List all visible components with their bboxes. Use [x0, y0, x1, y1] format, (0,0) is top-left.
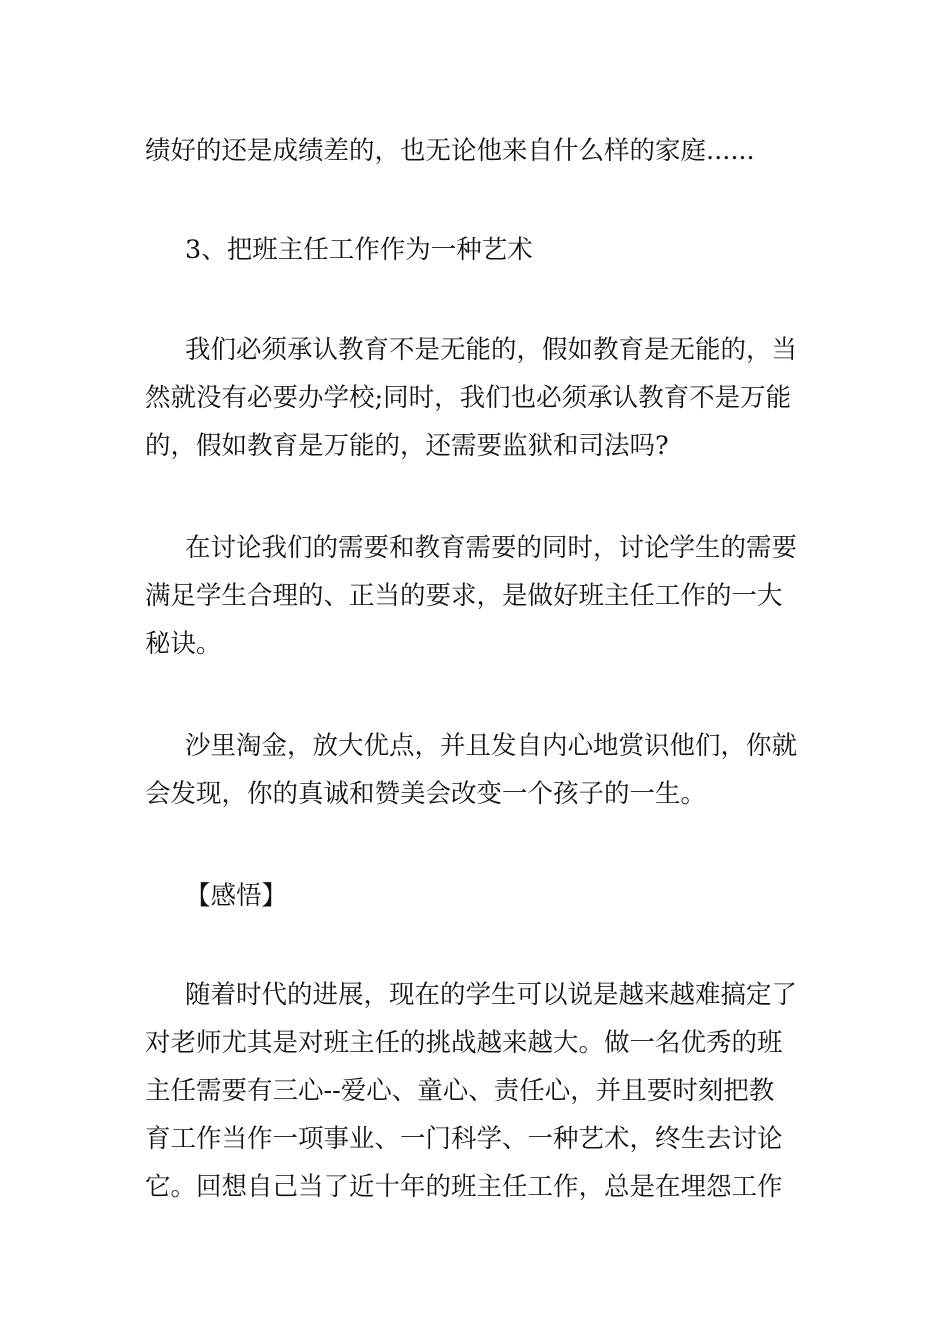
paragraph-student-needs: [145, 524, 810, 668]
text-line: 育工作当作一项事业、一门科学、一种艺术，终生去讨论: [145, 1124, 783, 1154]
text-line: 满足学生合理的、正当的要求，是做好班主任工作的一大: [145, 581, 783, 611]
text-line: 的，假如教育是万能的，还需要监狱和司法吗?: [145, 431, 669, 461]
text-line: 它。回想自己当了近十年的班主任工作，总是在埋怨工作: [145, 1172, 783, 1202]
text-line: 然就没有必要办学校;同时，我们也必须承认教育不是万能: [145, 383, 792, 413]
text-line: 对老师尤其是对班主任的挑战越来越大。做一名优秀的班: [145, 1028, 783, 1058]
paragraph-reflection: [145, 971, 810, 1211]
text-line: 【感悟】: [185, 881, 288, 911]
text-line: 我们必须承认教育不是无能的，假如教育是无能的，当: [185, 335, 798, 365]
text-line: 秘诀。: [145, 629, 222, 659]
text-line: 随着时代的进展，现在的学生可以说是越来越难搞定了: [185, 980, 798, 1010]
text-line: 主任需要有三心--爱心、童心、责任心，并且要时刻把教: [145, 1076, 775, 1106]
text-line: 会发现，你的真诚和赞美会改变一个孩子的一生。: [145, 779, 707, 809]
paragraph-continuation: [145, 127, 810, 175]
text-line: 3、把班主任工作作为一种艺术: [185, 235, 533, 265]
text-line: 在讨论我们的需要和教育需要的同时，讨论学生的需要: [185, 533, 798, 563]
text-line: 绩好的还是成绩差的，也无论他来自什么样的家庭......: [145, 136, 755, 166]
text-line: 沙里淘金，放大优点，并且发自内心地赏识他们，你就: [185, 731, 798, 761]
paragraph-education: [145, 326, 810, 470]
section-heading: [145, 226, 810, 274]
reflection-heading: [145, 872, 810, 920]
paragraph-appreciation: [145, 722, 810, 818]
